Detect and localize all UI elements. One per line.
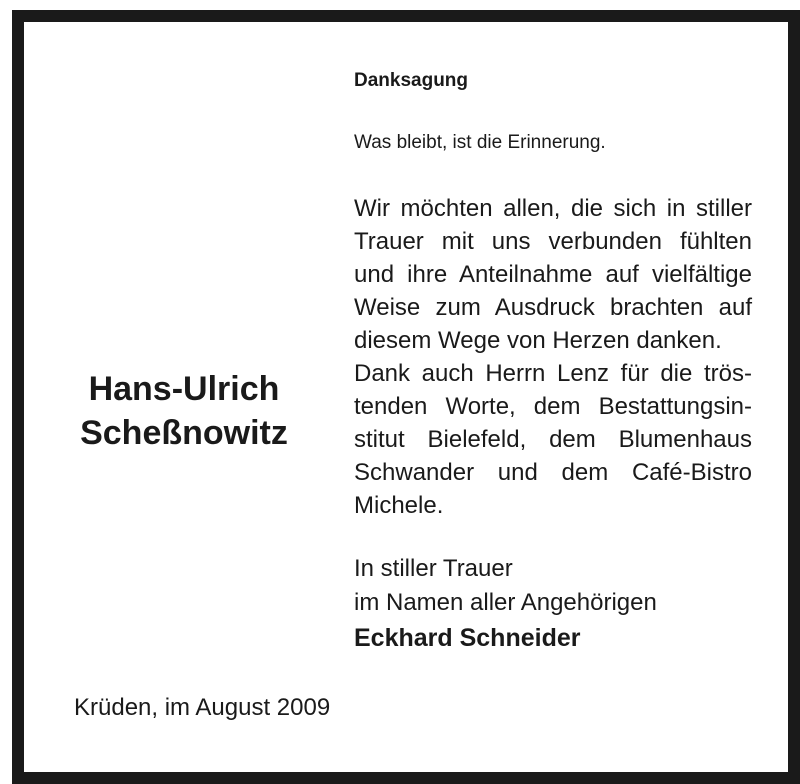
body-line: Schwander und dem Café-Bistro <box>354 459 752 486</box>
body-line: Dank auch Herrn Lenz für die trös- <box>354 360 752 387</box>
body-line: Michele. <box>354 492 444 519</box>
deceased-last-name: Scheßnowitz <box>80 414 288 452</box>
body-line: tenden Worte, dem Bestattungsin- <box>354 393 752 420</box>
body-line: Wir möchten allen, die sich in stiller <box>354 195 752 222</box>
body-line: stitut Bielefeld, dem Blumenhaus <box>354 426 752 453</box>
closing-line: In stiller Trauer <box>354 555 513 582</box>
body-line: Weise zum Ausdruck brachten auf <box>354 294 752 321</box>
place-date: Krüden, im August 2009 <box>74 694 331 721</box>
body-line: diesem Wege von Herzen danken. <box>354 327 722 354</box>
body-line: und ihre Anteilnahme auf vielfältige <box>354 261 752 288</box>
notice-frame <box>12 10 800 784</box>
body-line: Trauer mit uns verbunden fühlten <box>354 228 752 255</box>
deceased-name <box>64 367 304 455</box>
signer-name: Eckhard Schneider <box>354 624 581 652</box>
notice-title: Danksagung <box>354 70 469 91</box>
closing-text <box>354 552 657 620</box>
notice-motto: Was bleibt, ist die Erinnerung. <box>354 132 606 153</box>
thanks-paragraph <box>354 192 752 522</box>
closing-line: im Namen aller Angehörigen <box>354 589 657 616</box>
deceased-first-name: Hans-Ulrich <box>88 370 280 408</box>
